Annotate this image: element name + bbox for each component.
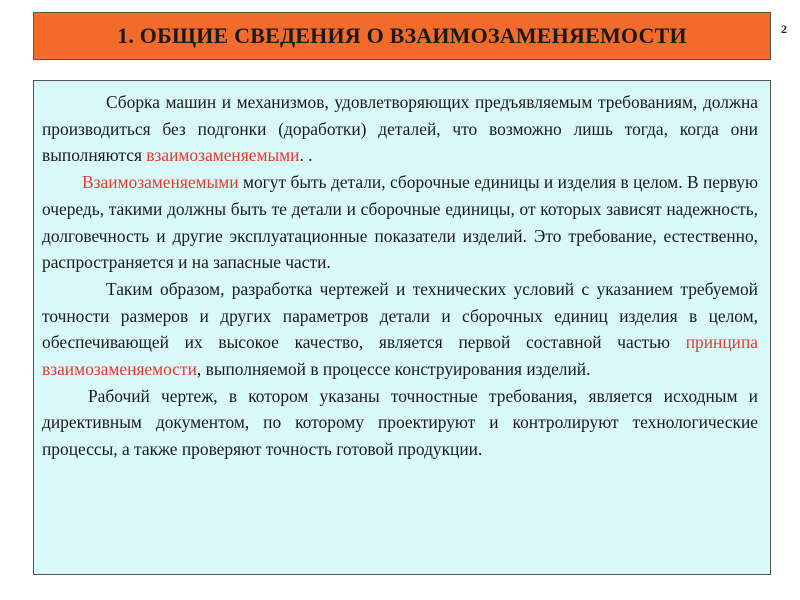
paragraph-text: Сборка машин и механизмов, удовлетворяющих предъявляемым требованиям, должна производиться без подгонки (доработки) деталей, что возможно лишь тогда, когда они выполняются xyxy=(42,92,758,166)
paragraph-working-drawing xyxy=(42,383,758,463)
paragraph-text: Рабочий чертеж, в котором указаны точностные требования, является исходным и директивным документом, по которому проектируют и контролируют технологические процессы, а также проверяют точность готовой продукции. xyxy=(42,385,758,460)
paragraph-text: Таким образом, разработка чертежей и технических условий с указанием требуемой точности размеров и других параметров детали и сборочных единиц изделия в целом, обеспечивающей их высокое качество, является первой составной частью xyxy=(42,278,758,353)
highlighted-term: взаимозаменяемыми xyxy=(146,145,300,166)
page-number: 2 xyxy=(781,22,787,36)
paragraph-text: могут быть детали, сборочные единицы и изделия в целом. В первую очередь, такими должны быть те детали и сборочные единицы, от которых зависят надежность, долговечность и другие эксплуатационные показатели изделий. Это требование, естественно, распространяется и на запасные части. xyxy=(42,172,758,273)
paragraph-text: , выполняемой в процессе конструирования изделий. xyxy=(196,359,591,380)
paragraph-text: . . xyxy=(299,145,313,166)
content-panel xyxy=(33,80,771,575)
slide-title: 1. ОБЩИЕ СВЕДЕНИЯ О ВЗАИМОЗАМЕНЯЕМОСТИ xyxy=(117,23,687,48)
title-banner xyxy=(33,12,771,60)
highlighted-term: принципа взаимозаменяемости xyxy=(42,332,758,380)
paragraph-interchangeable-parts xyxy=(42,169,758,276)
highlighted-term: Взаимозаменяемыми xyxy=(82,172,239,193)
paragraph-assembly xyxy=(42,89,758,169)
paragraph-design-principle xyxy=(42,276,758,383)
